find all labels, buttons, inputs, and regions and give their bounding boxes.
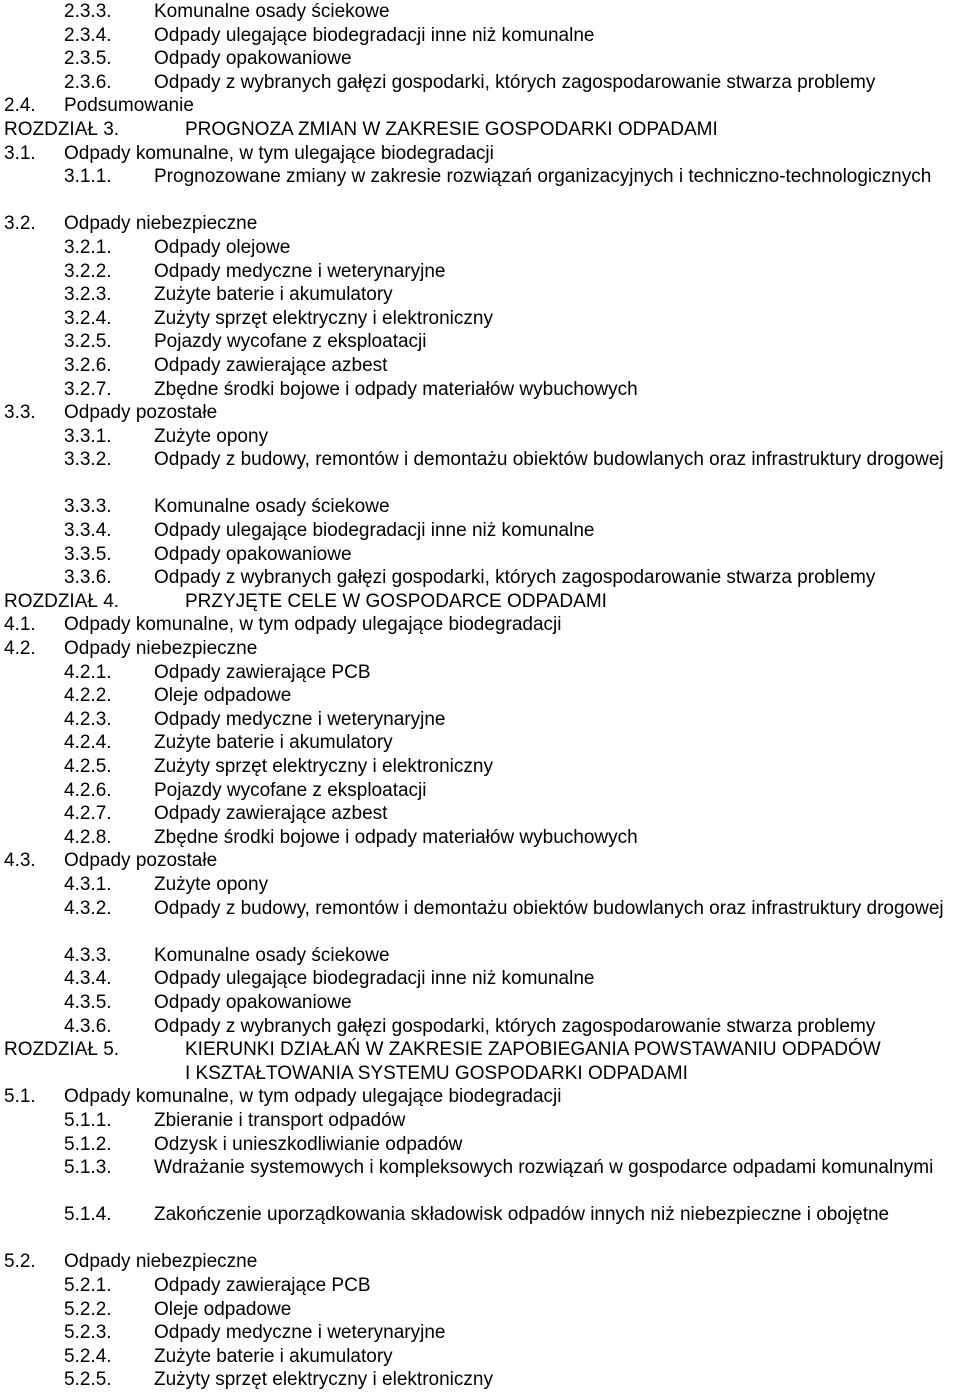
toc-chapter-entry (4, 1038, 960, 1085)
toc-entry-title: Odpady z wybranych gałęzi gospodarki, których zagospodarowanie stwarza problemy (154, 71, 876, 93)
toc-entry-number: 2.3.3. (64, 1, 112, 22)
toc-entry-number: 4.3.5. (64, 991, 112, 1013)
toc-entry-number: 4.2. (4, 638, 36, 660)
toc-entry-number: ROZDZIAŁ 5. (4, 1039, 120, 1061)
toc-entry-title: Odpady ulegające biodegradacji inne niż komunalne (154, 520, 595, 542)
toc-entry-title: Zużyte baterie i akumulatory (154, 1345, 393, 1367)
table-of-contents (4, 0, 960, 1392)
toc-entry (4, 495, 960, 519)
toc-entry-number: 4.2.8. (64, 826, 112, 848)
toc-entry-title: Odpady opakowaniowe (154, 543, 352, 565)
toc-entry-title: PRZYJĘTE CELE W GOSPODARCE ODPADAMI (185, 590, 607, 612)
toc-entry-number: 4.2.3. (64, 708, 112, 730)
toc-entry-title: Odpady zawierające azbest (154, 803, 388, 825)
toc-chapter-entry (4, 590, 960, 614)
toc-entry-number: 2.3.4. (64, 24, 112, 46)
toc-entry-number: ROZDZIAŁ 4. (4, 590, 120, 612)
toc-entry (4, 1368, 960, 1392)
toc-entry-number: 5.1.1. (64, 1109, 112, 1131)
toc-entry-number: 3.3.1. (64, 425, 112, 447)
toc-entry-title: Odpady medyczne i weterynaryjne (154, 708, 446, 730)
toc-entry-number: 3.3. (4, 402, 36, 424)
toc-entry (4, 1085, 960, 1109)
toc-entry-number: 5.2.3. (64, 1322, 112, 1344)
toc-entry (4, 283, 960, 307)
toc-entry-number: 3.3.3. (64, 496, 112, 518)
toc-entry-title: KIERUNKI DZIAŁAŃ W ZAKRESIE ZAPOBIEGANIA POWSTAWANIU ODPADÓW I KSZTAŁTOWANIA SYSTEMU GOSPODARKI ODPADAMI (185, 1039, 881, 1084)
toc-entry (4, 425, 960, 449)
toc-entry (4, 826, 960, 850)
toc-entry-number: 2.3.5. (64, 48, 112, 70)
toc-entry (4, 236, 960, 260)
toc-entry-number: ROZDZIAŁ 3. (4, 118, 120, 140)
toc-entry-title: Zbędne środki bojowe i odpady materiałów wybuchowych (154, 378, 638, 400)
toc-entry-title: Odpady z wybranych gałęzi gospodarki, których zagospodarowanie stwarza problemy (154, 1015, 876, 1037)
toc-entry-number: 4.3.4. (64, 968, 112, 990)
toc-entry-title: Zakończenie uporządkowania składowisk odpadów innych niż niebezpieczne i obojętne (154, 1204, 890, 1226)
toc-entry-number: 3.3.4. (64, 520, 112, 542)
toc-entry-number: 4.3. (4, 850, 36, 872)
toc-entry (4, 378, 960, 402)
toc-entry-title: Zbieranie i transport odpadów (154, 1109, 406, 1131)
toc-entry (4, 944, 960, 968)
toc-entry-title: Zużyty sprzęt elektryczny i elektroniczny (154, 307, 493, 329)
toc-entry-title: Odpady komunalne, w tym odpady ulegające biodegradacji (64, 1086, 562, 1108)
toc-chapter-entry (4, 118, 960, 142)
toc-entry-number: 3.1.1. (64, 166, 112, 188)
toc-entry-title: Odpady niebezpieczne (64, 638, 258, 660)
toc-entry-title: Odpady olejowe (154, 236, 291, 258)
toc-entry (4, 401, 960, 425)
toc-entry-title: Wdrażanie systemowych i kompleksowych rozwiązań w gospodarce odpadami komunalnymi (154, 1157, 934, 1179)
toc-entry-title: Oleje odpadowe (154, 1298, 292, 1320)
toc-entry-title: Odpady zawierające azbest (154, 354, 388, 376)
toc-entry-title: Odpady z wybranych gałęzi gospodarki, których zagospodarowanie stwarza problemy (154, 567, 876, 589)
toc-entry (4, 0, 960, 24)
toc-entry (4, 1203, 960, 1250)
toc-entry-number: 3.2.5. (64, 331, 112, 353)
toc-entry (4, 543, 960, 567)
toc-entry (4, 1274, 960, 1298)
toc-entry-number: 3.2.7. (64, 378, 112, 400)
toc-entry-title: Zużyty sprzęt elektryczny i elektroniczny (154, 1369, 493, 1391)
toc-entry (4, 71, 960, 95)
toc-entry (4, 1133, 960, 1157)
toc-entry-title: Odpady opakowaniowe (154, 991, 352, 1013)
toc-entry (4, 731, 960, 755)
toc-entry (4, 165, 960, 212)
toc-entry (4, 1015, 960, 1039)
toc-entry (4, 873, 960, 897)
toc-entry-number: 4.2.5. (64, 756, 112, 777)
toc-entry-title: PROGNOZA ZMIAN W ZAKRESIE GOSPODARKI ODPADAMI (185, 118, 718, 140)
toc-entry-title: Odpady pozostałe (64, 402, 218, 424)
toc-entry (4, 1109, 960, 1133)
toc-entry (4, 661, 960, 685)
toc-entry-number: 5.1.3. (64, 1157, 112, 1179)
toc-entry-title: Zbędne środki bojowe i odpady materiałów wybuchowych (154, 826, 638, 848)
toc-entry-title: Odpady komunalne, w tym ulegające biodegradacji (64, 142, 494, 164)
toc-entry-title: Odpady zawierające PCB (154, 661, 371, 683)
toc-entry-number: 3.3.2. (64, 449, 112, 471)
toc-entry-number: 5.2. (4, 1251, 36, 1273)
toc-entry (4, 849, 960, 873)
toc-entry-title: Oleje odpadowe (154, 685, 292, 707)
toc-entry (4, 260, 960, 284)
toc-entry (4, 142, 960, 166)
toc-entry-number: 4.2.7. (64, 803, 112, 825)
toc-entry (4, 897, 960, 944)
toc-entry (4, 637, 960, 661)
toc-entry (4, 94, 960, 118)
toc-entry-number: 3.3.5. (64, 543, 112, 565)
toc-entry-title: Pojazdy wycofane z eksploatacji (154, 331, 427, 353)
toc-entry-number: 5.1.2. (64, 1133, 112, 1155)
toc-entry (4, 47, 960, 71)
toc-entry-number: 4.3.2. (64, 897, 112, 919)
toc-entry-title: Zużyte opony (154, 425, 269, 447)
toc-entry-title: Zużyte opony (154, 873, 269, 895)
toc-entry-title: Zużyte baterie i akumulatory (154, 284, 393, 306)
toc-entry (4, 991, 960, 1015)
toc-entry (4, 708, 960, 732)
toc-entry-title: Odpady medyczne i weterynaryjne (154, 1322, 446, 1344)
toc-entry (4, 613, 960, 637)
toc-entry-number: 3.2. (4, 213, 36, 235)
toc-entry (4, 755, 960, 779)
toc-entry-number: 3.2.2. (64, 260, 112, 282)
toc-entry-title: Zużyty sprzęt elektryczny i elektroniczny (154, 756, 493, 777)
toc-entry-number: 3.2.6. (64, 354, 112, 376)
toc-entry-title: Odpady z budowy, remontów i demontażu obiektów budowlanych oraz infrastruktury drogowej (154, 897, 944, 919)
toc-entry-number: 4.2.1. (64, 661, 112, 683)
toc-entry-number: 2.4. (4, 95, 36, 117)
toc-entry (4, 1298, 960, 1322)
toc-entry-number: 3.2.3. (64, 284, 112, 306)
toc-entry-title: Komunalne osady ściekowe (154, 1, 390, 22)
toc-entry (4, 330, 960, 354)
toc-entry-title: Odpady niebezpieczne (64, 213, 258, 235)
toc-entry-title: Odpady zawierające PCB (154, 1275, 371, 1297)
toc-entry-title: Odpady z budowy, remontów i demontażu obiektów budowlanych oraz infrastruktury drogowej (154, 449, 944, 471)
toc-entry (4, 779, 960, 803)
toc-entry-number: 3.1. (4, 142, 36, 164)
toc-entry-title: Odpady medyczne i weterynaryjne (154, 260, 446, 282)
toc-entry (4, 1321, 960, 1345)
toc-entry (4, 307, 960, 331)
toc-entry-title: Pojazdy wycofane z eksploatacji (154, 779, 427, 801)
toc-entry (4, 967, 960, 991)
toc-entry-number: 5.2.1. (64, 1275, 112, 1297)
toc-entry-number: 3.2.4. (64, 307, 112, 329)
toc-entry (4, 212, 960, 236)
toc-entry-title: Odpady ulegające biodegradacji inne niż komunalne (154, 968, 595, 990)
toc-entry-title: Odpady komunalne, w tym odpady ulegające biodegradacji (64, 614, 562, 636)
toc-entry-number: 4.3.1. (64, 873, 112, 895)
toc-entry (4, 566, 960, 590)
toc-entry (4, 1250, 960, 1274)
toc-entry (4, 802, 960, 826)
toc-entry-title: Komunalne osady ściekowe (154, 944, 390, 966)
toc-entry-number: 5.1.4. (64, 1204, 112, 1226)
toc-entry-title: Zużyte baterie i akumulatory (154, 732, 393, 754)
toc-entry-number: 3.3.6. (64, 567, 112, 589)
toc-entry-number: 3.2.1. (64, 236, 112, 258)
toc-entry-number: 4.2.2. (64, 685, 112, 707)
toc-entry (4, 1345, 960, 1369)
toc-entry-number: 4.3.6. (64, 1015, 112, 1037)
toc-entry (4, 684, 960, 708)
toc-entry-number: 2.3.6. (64, 71, 112, 93)
toc-entry-title: Prognozowane zmiany w zakresie rozwiązań organizacyjnych i techniczno-technologicznych (154, 166, 932, 188)
toc-entry-number: 5.2.4. (64, 1345, 112, 1367)
toc-entry-number: 4.2.4. (64, 732, 112, 754)
toc-entry-number: 5.1. (4, 1086, 36, 1108)
toc-entry-title: Odpady niebezpieczne (64, 1251, 258, 1273)
toc-entry-title: Odpady ulegające biodegradacji inne niż komunalne (154, 24, 595, 46)
toc-entry (4, 1156, 960, 1203)
toc-entry-title: Odzysk i unieszkodliwianie odpadów (154, 1133, 463, 1155)
toc-entry-title: Komunalne osady ściekowe (154, 496, 390, 518)
toc-entry-title: Podsumowanie (64, 95, 194, 117)
toc-entry-number: 4.2.6. (64, 779, 112, 801)
toc-entry (4, 519, 960, 543)
toc-entry (4, 354, 960, 378)
toc-entry (4, 24, 960, 48)
toc-entry-number: 5.2.5. (64, 1369, 112, 1391)
toc-entry-number: 4.3.3. (64, 944, 112, 966)
toc-entry-number: 5.2.2. (64, 1298, 112, 1320)
toc-entry-title: Odpady pozostałe (64, 850, 218, 872)
toc-entry (4, 448, 960, 495)
toc-entry-title: Odpady opakowaniowe (154, 48, 352, 70)
toc-entry-number: 4.1. (4, 614, 36, 636)
